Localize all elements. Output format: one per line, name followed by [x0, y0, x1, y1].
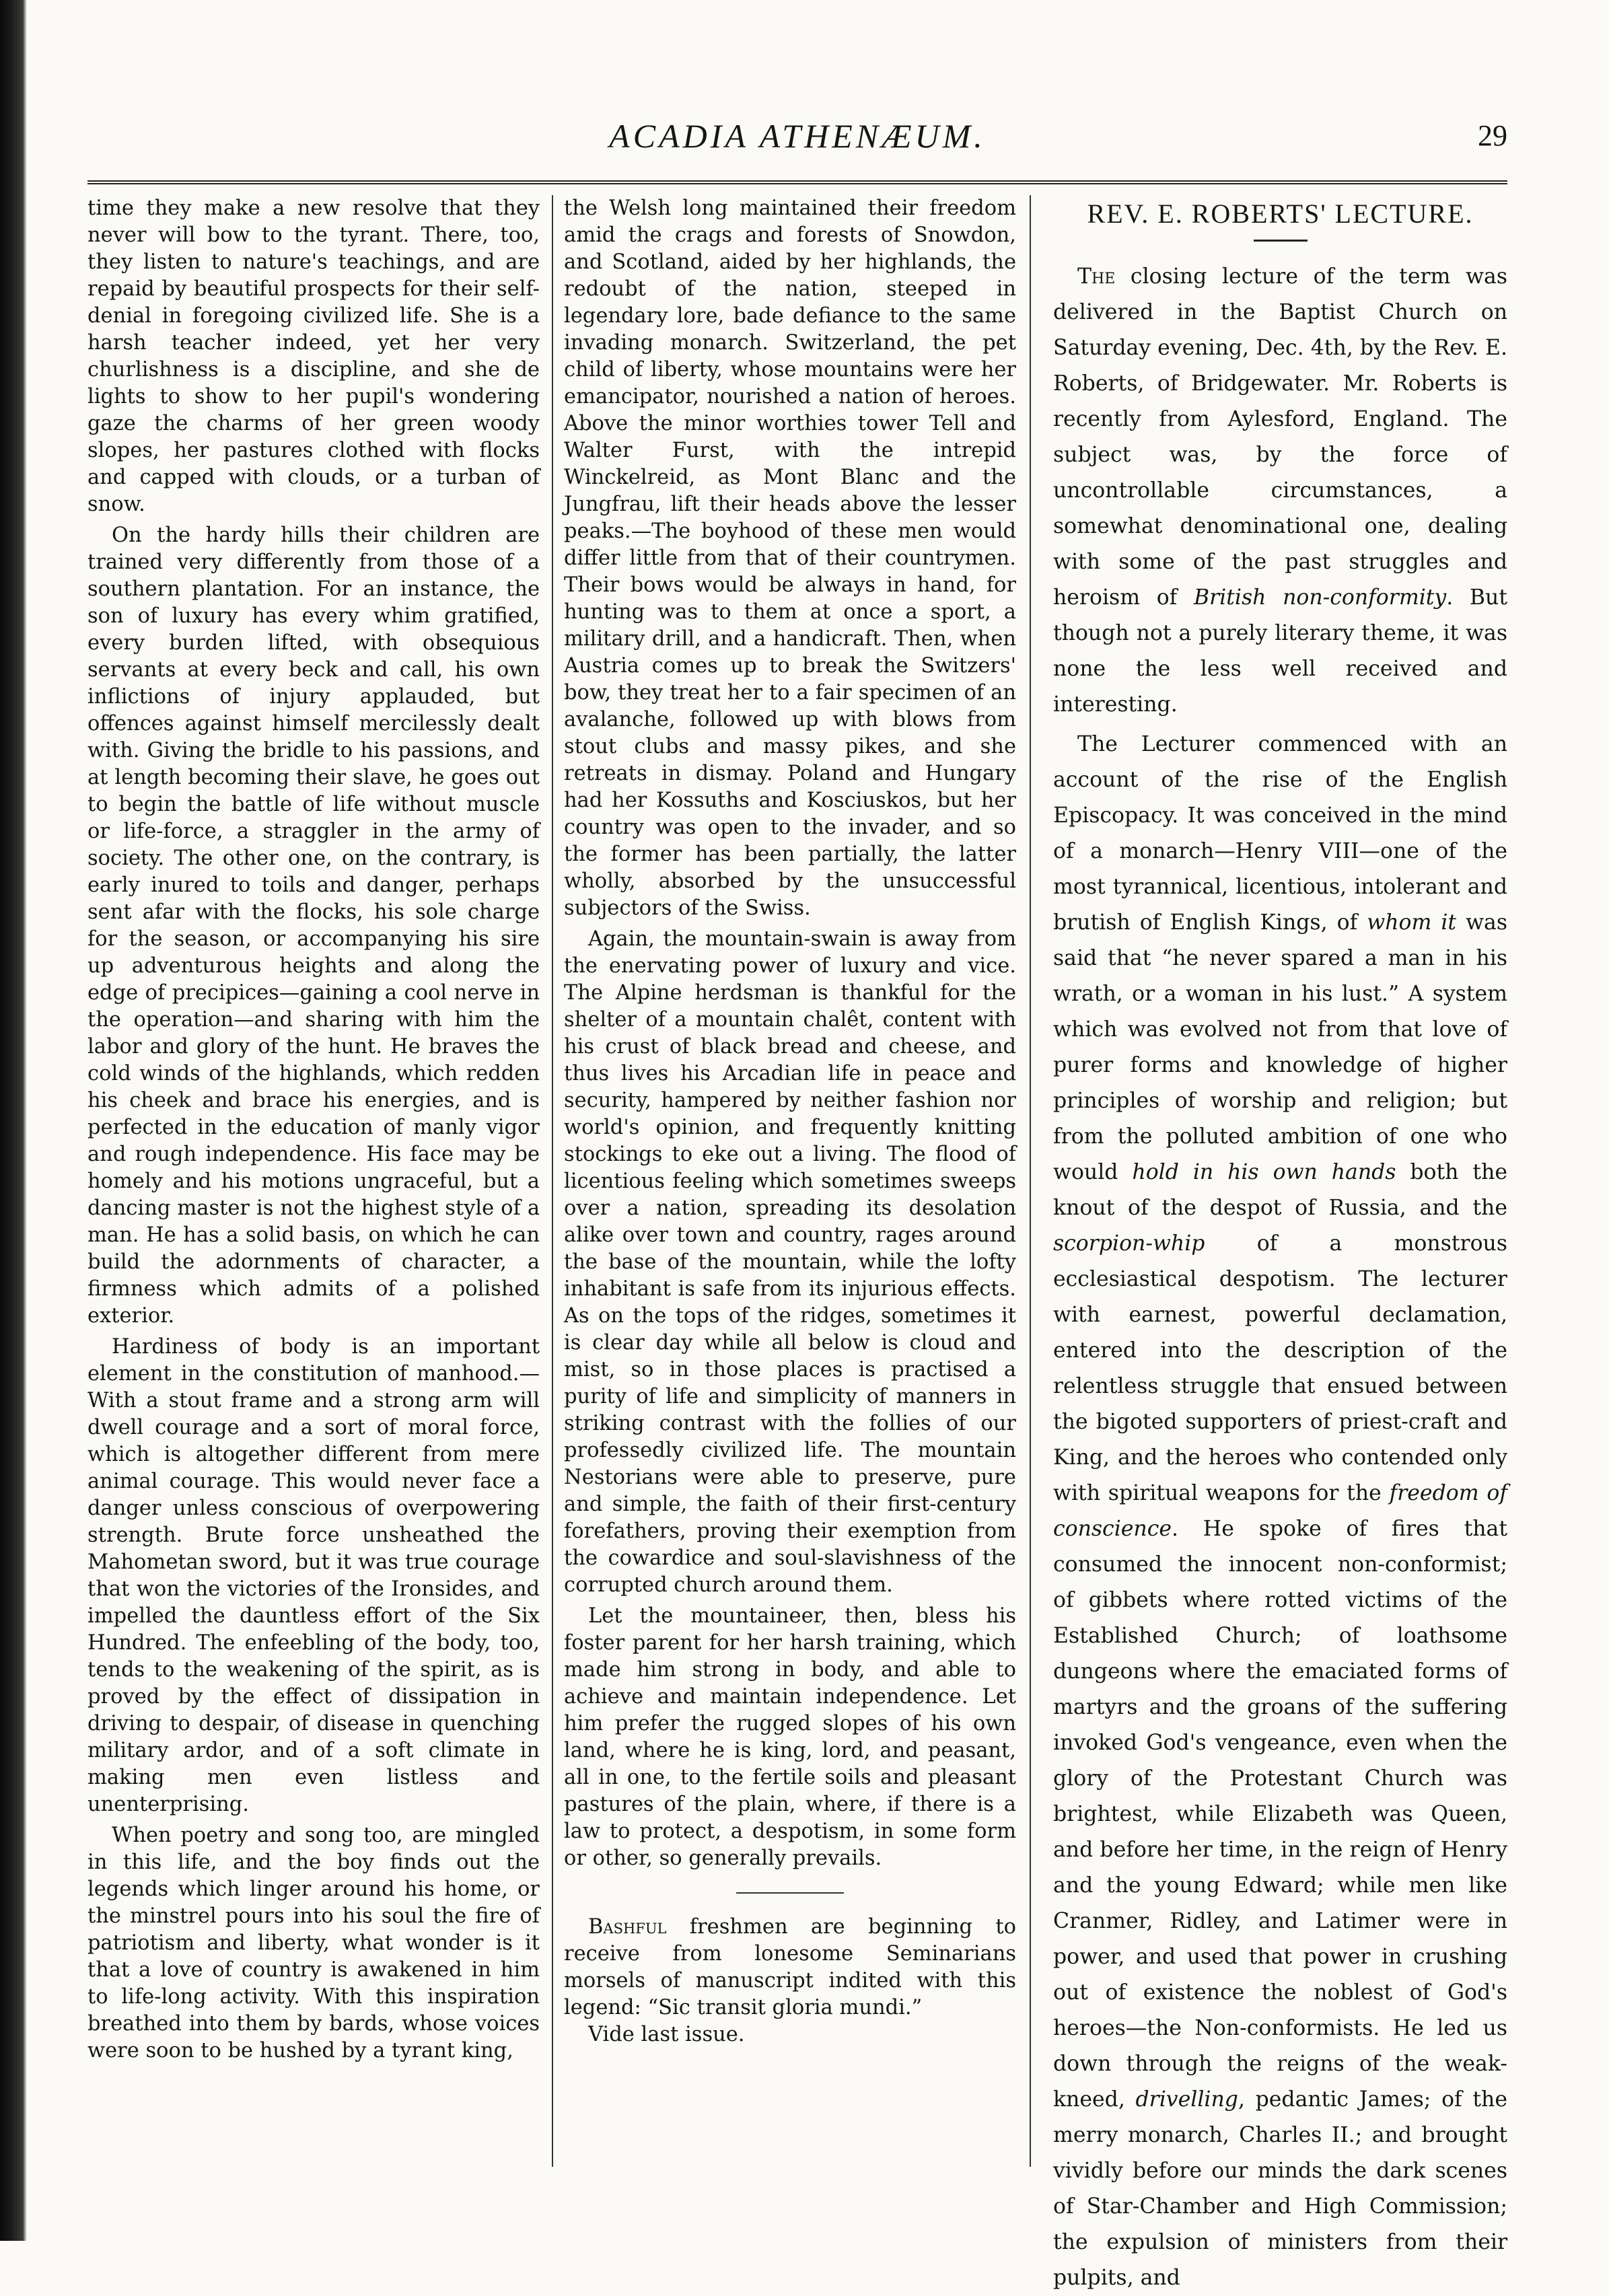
bashful-note-body: freshmen are beginning to receive from lonesome Seminarians morsels of manuscript indited with this legend: “Sic transit gloria mundi.”: [564, 1915, 1016, 2019]
col3-p2-text-b: was said that “he never spared a man in his wrath, or a woman in his lust.” A system which was evolved not from that love of purer forms and knowledge of higher principles of worship and religion; but from the polluted ambition of one who would: [1053, 910, 1507, 1184]
col1-paragraph-2: On the hardy hills their children are trained very differently from those of a southern plantation. For an instance, the son of luxury has every whim gratified, every burden lifted, with obsequious servants at every beck and call, his own inflictions of injury applauded, but offences against himself mercilessly dealt with. Giving the bridle to his passions, and at length becoming their slave, he goes out to begin the battle of life without muscle or life-force, a straggler in the army of society. The other one, on the contrary, is early inured to toils and danger, perhaps sent afar with the flocks, his sole charge for the season, or accompanying his sire up adventurous heights and along the edge of precipices—gaining a cool nerve in the operation—and sharing with him the labor and glory of the hunt. He braves the cold winds of the highlands, which redden his cheek and brace his energies, and is perfected in the education of manly vigor and rough independence. His face may be homely and his motions ungraceful, but a dancing master is not the highest style of a man. He has a solid basis, on which he can build the adornments of character, a firmness which admits of a polished exterior.: [87, 524, 540, 1328]
bashful-note-tail: Vide last issue.: [588, 2023, 745, 2046]
page-header: [87, 116, 1507, 163]
col1-paragraph-3: Hardiness of body is an important element in the constitution of manhood.—With a stout frame and a strong arm will dwell courage and a sort of moral force, which is altogether different from mere animal courage. This would never face a danger unless conscious of overpowering strength. Brute force unsheathed the Mahometan sword, but it was true courage that won the victories of the Ironsides, and impelled the dauntless effort of the Six Hundred. The enfeebling of the body, too, tends to the weakening of the spirit, as is proved by the effect of dissipation in driving to despair, of disease in quenching military ardor, and of a soft climate in making men even listless and unenterprising.: [87, 1335, 540, 1816]
col3-paragraph-1: [1053, 259, 1507, 723]
col2-paragraph-1: the Welsh long maintained their freedom amid the crags and forests of Snowdon, and Scotland, aided by her highlands, the redoubt of the nation, steeped in legendary lore, bade defiance to the same invading monarch. Switzerland, the pet child of liberty, whose mountains were her emancipator, nourished a nation of heroes. Above the minor worthies tower Tell and Walter Furst, with the intrepid Winckelreid, as Mont Blanc and the Jungfrau, lift their heads above the lesser peaks.—The boyhood of these men would differ little from that of their countrymen. Their bows would be always in hand, for hunting was to them at once a sport, a military drill, and a handicraft. Then, when Austria comes up to break the Switzers' bow, they treat her to a fair specimen of an avalanche, followed up with blows from stout clubs and massy pikes, and she retreats in dismay. Poland and Hungary had her Kossuths and Kosciuskos, but her country was open to the invader, and so the former has been partially, the latter wholly, absorbed by the unsuccessful subjectors of the Swiss.: [564, 196, 1016, 920]
column-1: [87, 195, 540, 2167]
column-rule-2: [1030, 195, 1031, 2167]
header-rule: [87, 180, 1507, 184]
column-2: [564, 195, 1016, 2167]
running-title: ACADIA ATHENÆUM.: [609, 117, 986, 155]
col3-p2-text-a: The Lecturer commenced with an account of the rise of the English Episcopacy. It was conceived in the mind of a monarch—Henry VIII—one of the most tyrannical, licentious, intolerant and brutish of English Kings, of: [1053, 732, 1507, 935]
col3-p1-lead: The: [1077, 264, 1116, 289]
page-binding-edge: [0, 0, 27, 2241]
col3-paragraph-2: [1053, 727, 1507, 2296]
col3-p2-text-d: of a monstrous ecclesiastical despotism. The lecturer with earnest, powerful declamation, entered into the description of the relentless struggle that ensued between the bigoted supporters of priest-craft and King, and the heroes who contended only with spiritual weapons for the: [1053, 1231, 1507, 1505]
col3-p2-text-e: . He spoke of fires that consumed the innocent non-conformist; of gibbets where rotted victims of the Established Church; of loathsome dungeons where the emaciated forms of martyrs and the groans of the suffering invoked God's vengeance, even when the glory of the Protestant Church was brightest, while Elizabeth was Queen, and before her time, in the reign of Henry and the young Edward; while men like Cranmer, Ridley, and Latimer were in power, and used that power in crushing out of existence the noblest of God's heroes—the Non-conformists. He led us down through the reigns of the weak-kneed,: [1053, 1517, 1507, 2112]
col3-p1-text-a: closing lecture of the term was delivered in the Baptist Church on Saturday evening, Dec. 4th, by the Rev. E. Roberts, of Bridgewater. Mr. Roberts is recently from Aylesford, England. The subject was, by the force of uncontrollable circumstances, a somewhat denominational one, dealing with some of the past struggles and heroism of: [1053, 264, 1507, 610]
col3-p2-text-c: both the knout of the despot of Russia, and the: [1053, 1160, 1507, 1220]
article-end-rule: [736, 1892, 844, 1894]
col2-paragraph-3: Let the mountaineer, then, bless his foster parent for her harsh training, which made him strong in body, and able to achieve and maintain independence. Let him prefer the rugged slopes of his own land, where he is king, lord, and peasant, all in one, to the fertile soils and pleasant pastures of the plain, where, if there is a law to protect, a despotism, in some form or other, so generally prevails.: [564, 1604, 1016, 1870]
col3-p2-italic-3: scorpion-whip: [1053, 1231, 1205, 1256]
col2-paragraph-2: Again, the mountain-swain is away from the enervating power of luxury and vice. The Alpine herdsman is thankful for the shelter of a mountain chalêt, content with his crust of black bread and cheese, and thus lives his Arcadian life in peace and security, hampered by neither fashion nor world's opinion, and frequently knitting stockings to eke out a living. The flood of licentious feeling which sometimes sweeps over a nation, spreading its desolation alike over town and country, rages around the base of the mountain, while the lofty inhabitant is safe from its injurious effects. As on the tops of the ridges, sometimes it is clear day while all below is cloud and mist, so in those places is practised a purity of life and simplicity of manners in striking contrast with the follies of our professedly civilized life. The mountain Nestorians were able to preserve, pure and simple, the faith of their first-century forefathers, proving their exemption from the cowardice and soul-slavishness of the corrupted church around them.: [564, 927, 1016, 1597]
col1-paragraph-1: time they make a new resolve that they never will bow to the tyrant. There, too, they listen to nature's teachings, and are repaid by beautiful prospects for their self-denial in foregoing civilized life. She is a harsh teacher indeed, yet her very churlishness is a discipline, and she de lights to show to her pupil's wondering gaze the charms of her green woody slopes, her pastures clothed with flocks and capped with clouds, or a turban of snow.: [87, 196, 540, 516]
col3-p2-italic-1: whom it: [1367, 910, 1457, 935]
page-number: 29: [1478, 119, 1507, 152]
col3-p2-italic-5: drivelling: [1135, 2087, 1238, 2112]
col3-p1-text-b: . But though not a purely literary theme, it was none the less well received and interesting.: [1053, 585, 1507, 717]
column-3: [1053, 195, 1508, 2290]
col3-p2-text-f: , pedantic James; of the merry monarch, Charles II.; and brought vividly before our minds the dark scenes of Star-Chamber and High Commission; the expulsion of ministers from their pulpits, and: [1053, 2087, 1507, 2290]
bashful-note: [564, 1914, 1016, 2021]
title-rule: [1254, 240, 1308, 242]
col1-paragraph-4: When poetry and song too, are mingled in this life, and the boy finds out the legends which linger around his home, or the minstrel pours into his soul the fire of patriotism and liberty, what wonder is it that a love of country is awakened in him to life-long activity. With this inspiration breathed into them by bards, whose voices were soon to be hushed by a tyrant king,: [87, 1824, 540, 2062]
lecture-title: REV. E. ROBERTS' LECTURE.: [1087, 199, 1474, 229]
bashful-note-lead: Bashful: [588, 1915, 667, 1939]
col3-p2-italic-2: hold in his own hands: [1132, 1160, 1396, 1184]
col3-p2-italic-4: freedom of conscience: [1053, 1481, 1508, 1541]
col3-p1-italic: British non-conformity: [1193, 585, 1447, 610]
column-rule-1: [552, 195, 553, 2167]
